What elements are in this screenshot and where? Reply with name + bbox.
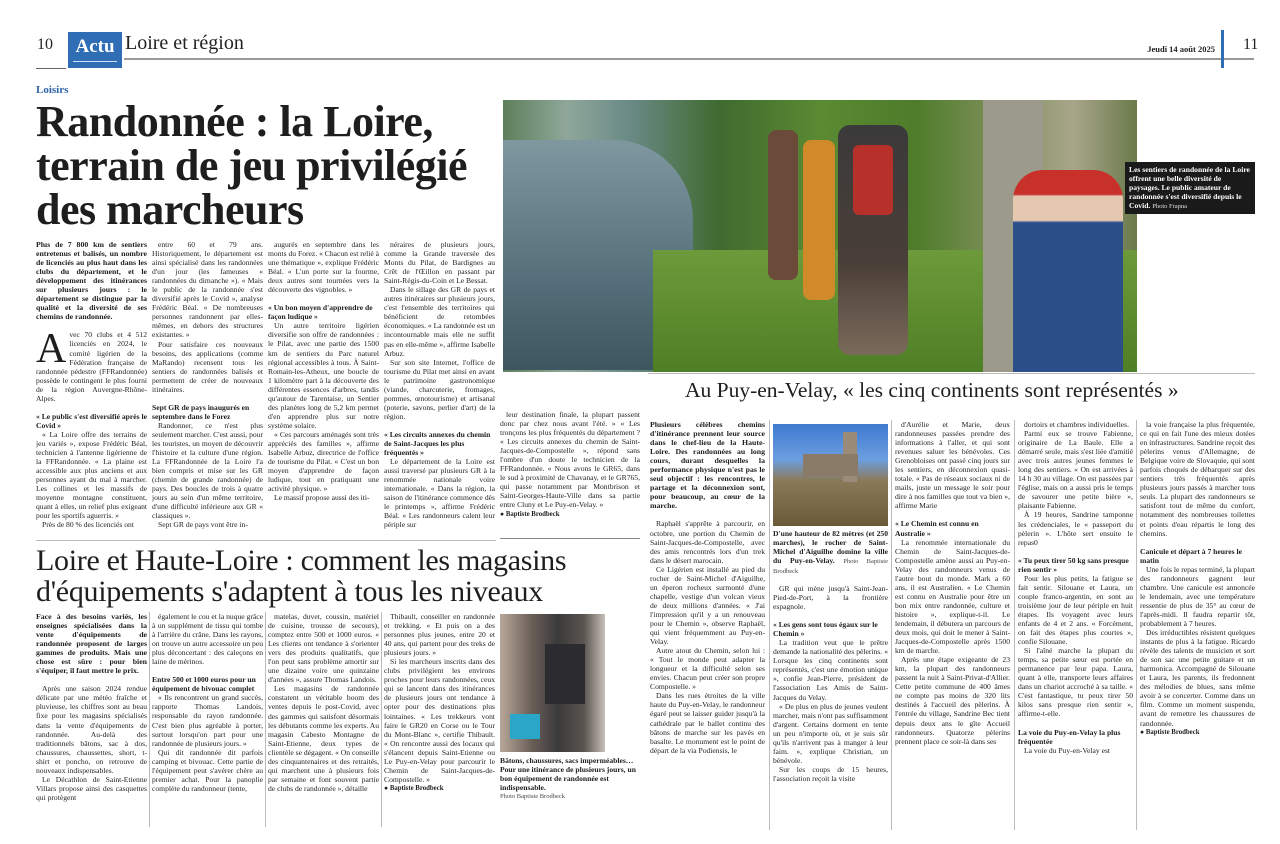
paragraph: Après une étape exigeante de 23 km, la plupart des randonneurs passent la nuit à Saint-Privat-d'Allier. Cette petite commune de 400 âmes ne compte pas moins de 320 lits destinés à l'accueil des pèlerins. À l'entrée du village, Sandrine Bec tient depuis deux ans le gîte Accueil randonneurs. Quatorze pèlerins prennent place ce soir-là dans ses xyxy=(895,655,1010,746)
article-headline: Au Puy-en-Velay, « les cinq continents sont représentés » xyxy=(685,378,1179,402)
backpacks xyxy=(545,644,585,704)
photo-credit: Photo Baptiste Brodbeck xyxy=(500,793,565,800)
byline: ● Baptiste Brodbeck xyxy=(1140,728,1255,737)
lead-paragraph: Plus de 7 800 km de sentiers entretenus et balisés, un nombre de licenciés au plus haut dans les clubs du département, et le développement des itinérances sur plusieurs jours : le département se distingue par la qualité et la diversité de ses chemins de randonnée. xyxy=(36,240,147,322)
paragraph: Sept GR de pays vont être in- xyxy=(158,520,248,530)
article-column xyxy=(384,612,495,834)
column-rule xyxy=(381,612,382,827)
article-column xyxy=(1018,420,1133,834)
hiker-red-cap xyxy=(1013,170,1123,372)
headline-line: des marcheurs xyxy=(36,185,304,234)
paragraph: la voie française la plus fréquentée, ce qui en fait l'une des mieux dotées en infrastructures. Sandrine reçoit des pèlerins venus d'Allemagne, de Belgique voire de Slovaquie, qui sont parfois choqués de débarquer sur des sentiers très fréquentés après plusieurs jours passés à marcher tous seuls. La plupart des randonneurs se satisfont tout de même du confort, notamment des nombreuses toilettes et points d'eau répartis le long des chemins. xyxy=(1140,420,1255,538)
divider xyxy=(648,373,1255,374)
paragraph: « La Loire offre des terrains de jeu variés », expose Frédéric Béal, technicien à l'antenne ligérienne de la FFRandonnée. « La plaine est accessible aux plus anciens et aux personnes ayant du mal à marcher. Les collines et les massifs de moyenne montagne constituent, quant à elles, un relief plus exigeant pour les sportifs aguerris. » xyxy=(36,429,147,521)
subheading: « Tu peux tirer 50 kg sans presque rien sentir » xyxy=(1018,555,1129,574)
equipment-photo xyxy=(500,614,605,752)
headline-line: Randonnée : la Loire, xyxy=(36,97,433,146)
article-column xyxy=(36,240,147,536)
paragraph: Après une saison 2024 rendue délicate par une météo fraîche et pluvieuse, les chiffres sont au beau fixe pour les magasins spécialisés dans la vente d'équipements de randonnée. Au-delà des traditionnels bâtons, sac à dos, chaussures, chaussettes, short, t-shirt et poncho, on retrouve de nouveaux indispensables. xyxy=(36,684,147,775)
caption-text: Bâtons, chaussures, sacs imperméables… Pour une itinérance de plusieurs jours, un bon équipement de randonnée est indispensable. xyxy=(500,756,636,792)
subheading: La voie du Puy-en-Velay la plus fréquentée xyxy=(1018,727,1121,746)
article-column xyxy=(268,240,379,536)
subheading: « Un bon moyen d'apprendre de façon ludique » xyxy=(268,303,373,322)
column-rule xyxy=(265,612,266,827)
paragraph: Dans le sillage des GR de pays et autres itinéraires sur plusieurs jours, c'est l'ensemble des territoires qui bénéficient de retombées économiques. « La randonnée est un incontournable mais elle ne suffit pas en elle-même », affirme Isabelle Arbuz. xyxy=(384,285,495,358)
column-rule xyxy=(149,612,150,827)
article-column xyxy=(268,612,379,834)
headline-line: Loire et Haute-Loire : comment les magasins xyxy=(36,544,567,577)
paragraph: À 19 heures, Sandrine tamponne les crédenciales, le « passeport du pèlerin ». L'hôte sert ensuite le repas0 xyxy=(1018,510,1133,547)
chapel xyxy=(803,454,858,476)
subheading: « Les gens sont tous égaux sur le Chemin » xyxy=(773,620,878,639)
column-rule xyxy=(891,420,892,830)
byline: ● Baptiste Brodbeck xyxy=(384,784,495,793)
paragraph: Près de 80 % des licenciés ont xyxy=(42,520,134,530)
paragraph: Dans les rues étroites de la ville haute du Puy-en-Velay, le randonneur égaré peut se laisser guider jusqu'à la cathédrale par le ballet continu des bâtons de marche sur les pavés en basalte. Le monument est le point de départ de la via Podiensis, le xyxy=(650,691,765,755)
paragraph: leur destination finale, la plupart passent donc par chez nous avant l'été. » « Les tronçons les plus fréquentés du département ? « Les circuits annexes du chemin de Saint-Jacques-de-Compostelle », répond sans l'ombre d'un doute le technicien de la FFRandonnée. « Nous avons le GR65, dans le sud à proximité de Chavanay, et le GR765, qui passe notamment par Montbrison et Saint-Georges-Haute-Ville dans sa partie entre Cluny et Le Puy-en-Velay. » xyxy=(500,410,640,510)
hiker xyxy=(803,140,835,300)
paragraph: Des irréductibles résistent quelques instants de plus à la fatigue. Ricardo révèle des talents de musicien et sort de son sac une petite guitare et un harmonica. Accompagné de Silouane et Laura, les parents, ils fredonnent des mélodies de blues, sans même avoir à se concerter. Comme dans un film. Comme un moment suspendu, avant de remettre les chaussures de randonnée. xyxy=(1140,628,1255,728)
caption-text: Les sentiers de randonnée de la Loire offrent une belle diversité de paysages. Le public amateur de randonnée s'est diversifié depuis le Covid. xyxy=(1129,165,1250,210)
subheading: « Le Chemin est connu en Australie » xyxy=(895,519,979,538)
paragraph: Si les marcheurs inscrits dans des clubs privilégient les environs proches pour leurs randonnées, ceux qui se lancent dans des itinérances de plusieurs jours ont tendance à opter pour des destinations plus lointaines. « Les trekkeurs vont faire le GR20 en Corse ou le Tour du Mont-Blanc », certifie Thibault. « On rencontre aussi des locaux qui s'élancent depuis Saint-Etienne ou Le Puy-en-Velay pour parcourir le Chemin de Saint-Jacques-de-Compostelle. » xyxy=(384,657,495,784)
paragraph: La voie du Puy-en-Velay est xyxy=(1024,745,1111,755)
headline-line: d'équipements s'adaptent à tous les niveaux xyxy=(36,575,543,608)
paragraph: « De plus en plus de jeunes veulent marcher, mais n'ont pas suffisamment d'argent. Certains dorment en tente un peu n'importe où, et je suis sûr qu'ils n'arrivent pas à manger à leur faim. », explique Christian, un bénévole. xyxy=(773,701,888,765)
paragraph: Les magasins de randonnée constatent un véritable boom des ventes depuis le post-Covid, avec des gammes qui satisfont désormais les débutants comme les experts. Au magasin Cabesto Montagne de Saint-Etienne, deux types de clientèle se dégagent. « On conseille des cinquantenaires et des retraités, qui marchent une à plusieurs fois par semaine et font souvent partie de clubs de randonnée », détaille xyxy=(268,684,379,793)
article-headline xyxy=(36,545,646,607)
paragraph: Une fois le repas terminé, la plupart des randonneurs gagnent leur chambre. Une canicule est annoncée le lendemain, avec une température ressentie de plus de 35° au cœur de l'après-midi. Il faudra repartir tôt, probablement à 7 heures. xyxy=(1140,564,1255,628)
subheading: « Le public s'est diversifié après le Covid » xyxy=(36,411,147,430)
photo-credit: Photo Frapna xyxy=(1152,203,1188,210)
header-rule-left xyxy=(36,68,66,69)
photo-caption xyxy=(773,529,888,576)
caption-text: D'une hauteur de 82 mètres (et 250 marches), le rocher de Saint-Michel d'Aiguilhe domine la ville du Puy-en-Velay. xyxy=(773,529,888,565)
page-number-right: 11 xyxy=(1243,36,1259,53)
photo-caption xyxy=(1125,162,1255,214)
paragraph: Parmi eux se trouve Fabienne, originaire de La Baule. Elle a démarré seule, mais s'est liée d'amitié avec trois autres jeunes femmes le long des sentiers. « On est arrivées à 14 h 30 au village. On est passées par l'église, mais on a aussi pris le temps de savourer une petite bière », plaisante Fabienne. xyxy=(1018,429,1133,511)
subheading: Canicule et départ à 7 heures le matin xyxy=(1140,546,1242,565)
paragraph: Thibault, conseiller en randonnée et trekking. « Et puis on a des personnes plus jeunes, entre 20 et 40 ans, qui partent pour des treks de plusieurs jours. » xyxy=(384,612,495,658)
lead-paragraph: Face à des besoins variés, les enseignes spécialisées dans la vente d'équipements de randonnée proposent de larges gammes de produits. Mais une chose est sûre : pour bien s'équiper, il faut mettre le prix. xyxy=(36,612,147,676)
column-rule xyxy=(1014,420,1015,830)
paragraph: Randonner, ce n'est plus seulement marcher. C'est aussi, pour les touristes, un moyen de découvrir l'histoire et la culture d'une région. La FFRandonnée de la Loire l'a bien compris et mise sur les GR (chemin de grande randonnée) de pays. Des boucles de trois à quatre jours au sein d'un même territoire, d'une difficulté inférieure aux GR « classiques ». xyxy=(152,420,263,521)
paragraph: dortoirs et chambres individuelles. xyxy=(1024,420,1130,429)
header-rule xyxy=(124,58,1221,60)
paragraph: d'Aurélie et Marie, deux randonneuses passées prendre des informations à l'aller, et qui sont revenues saluer les bénévoles. Ces Grenobloises ont passé cinq jours sur les sentiers, en déconnexion quasi-totale. « Pas de réseaux sociaux ni de mails, juste un message le soir pour dire à nos familles que tout va bien », affirme Marie xyxy=(895,420,1010,511)
article-column xyxy=(36,612,147,834)
header-rule-right xyxy=(1224,58,1254,60)
paragraph: Le massif propose aussi des iti- xyxy=(274,493,370,503)
paragraph: GR qui mène jusqu'à Saint-Jean-Pied-de-Port, à la frontière espagnole. xyxy=(773,584,888,612)
paragraph: Pour satisfaire ces nouveaux besoins, des applications (comme MaRando) recensent tous les sentiers de randonnées balisés et permettent de créer de nouveaux itinéraires. xyxy=(152,339,263,394)
blue-box xyxy=(510,714,540,739)
subheading: « Les circuits annexes du chemin de Saint-Jacques les plus fréquentés » xyxy=(384,429,491,458)
article-column xyxy=(500,410,640,536)
article-column xyxy=(152,240,263,536)
issue-date: Jeudi 14 août 2025 xyxy=(1147,44,1215,54)
hiker xyxy=(768,130,798,280)
paragraph: néraires de plusieurs jours, comme la Grande traversée des Monts du Pilat, de Bardignes au Crêt de l'Œillon en passant par Saint-Régis-du-Coin et Le Bessat. xyxy=(384,240,495,286)
paragraph: La tradition veut que le prêtre demande la nationalité des pèlerins. « Lorsque les cinq continents sont représentés, c'est une émotion unique », confie Jean-Pierre, président de l'association Les Amis de Saint-Jacques du Velay. xyxy=(773,638,888,702)
paragraph: entre 60 et 79 ans. Historiquement, le département est ainsi spécialisé dans les randonnées d'un jour (les fameuses « randonnées du dimanche »). « Mais le public de la randonnée s'est diversifié après le Covid », analyse Frédéric Béal. « De nombreuses personnes randonnent par elles-mêmes, en dehors des structures existantes. » xyxy=(152,240,263,340)
paragraph: Raphaël s'apprête à parcourir, en octobre, une portion du Chemin de Saint-Jacques-de-Compostelle, avec des amis rencontrés lors d'un trek dans le désert marocain. xyxy=(650,519,765,565)
paragraph: Autre atout du Chemin, selon lui : « Tout le monde peut adapter la longueur et la difficulté selon ses envies. Chacun peut créer son propre Compostelle. » xyxy=(650,646,765,692)
page-number-left: 10 xyxy=(37,36,53,53)
rubric-title: Loire et région xyxy=(125,32,244,54)
subheading: Sept GR de pays inaugurés en septembre dans le Forez xyxy=(152,402,250,421)
article-headline xyxy=(36,97,501,234)
article-column xyxy=(384,240,495,536)
column-rule xyxy=(1136,420,1137,830)
photo-credit: Photo Baptiste Brodbeck xyxy=(773,558,888,575)
paragraph: matelas, duvet, coussin, matériel de cuisine, trousse de secours), comptez entre 500 et 1000 euros. « Les clients ont tendance à s'orienter vers des produits qualitatifs, que l'on peut sans problème amortir sur une dizaine voire une quinzaine d'années », assure Thomas Landois. xyxy=(268,612,379,685)
article-column xyxy=(895,420,1010,834)
header-divider xyxy=(1221,30,1224,68)
headline-line: terrain de jeu privilégié xyxy=(36,141,468,190)
article-kicker: Loisirs xyxy=(36,84,69,96)
paragraph: Qui dit randonnée dit parfois camping et bivouac. Cette partie de l'équipement peut s'avérer chère au premier achat. Pour la panoplie complète du randonneur (tente, xyxy=(152,747,263,793)
paragraph: Pour les plus petits, la fatigue se fait sentir. Silouane et Laura, un couple franco-argentin, en sont au troisième jour de leur périple en huit étapes. Ils voyagent avec leurs enfants de 4 et 2 ans. « Forcément, on fait des étapes plus courtes », confie Silouane. xyxy=(1018,573,1133,647)
paragraph: Le Décathlon de Saint-Etienne Villars propose ainsi des casquettes qui protègent xyxy=(36,774,147,802)
subheading: Entre 500 et 1000 euros pour un équipement de bivouac complet xyxy=(152,675,256,694)
paragraph: Ce Ligérien est installé au pied du rocher de Saint-Michel d'Aiguilhe, un éperon rocheux surmonté d'une chapelle, vestige d'un volcan vieux de deux millions d'années. « J'ai l'impression qu'il y a un renouveau pour le Chemin », observe Raphaël, qui vient fréquemment au Puy-en-Velay. xyxy=(650,564,765,647)
section-tag: Actu xyxy=(68,32,122,68)
article-column xyxy=(650,420,765,834)
column-rule xyxy=(769,420,770,830)
paragraph: « Ces parcours aménagés sont très appréciés des familles », affirme Isabelle Arbuz, directrice de l'office de tourisme du Pilat. « C'est un bon moyen d'apprendre de façon ludique, tout en pratiquant une activité physique. » xyxy=(268,429,379,494)
lead-paragraph: Plusieurs célèbres chemins d'itinérance prennent leur source dans le chef-lieu de la Haute-Loire. Des randonnées au long cours, durant desquelles la performance physique n'est pas le seul objectif : les rencontres, le partage et la déconnexion sont, pour beaucoup, au cœur de la marche. xyxy=(650,420,765,511)
paragraph: Sur son site Internet, l'office de tourisme du Pilat met ainsi en avant le patrimoine gastronomique (viande, charcuterie, fromages, pommes, œnotourisme) et artisanal (poterie, savons, perlier d'art) de la région. xyxy=(384,357,495,421)
paragraph: également le cou et la nuque grâce à un supplément de tissu qui tombe à l'arrière du crâne. Dans les rayons, on trouve un autre accessoire un peu plus déconcertant : des caleçons en laine de mérinos. xyxy=(152,612,263,667)
rocher-photo xyxy=(773,424,888,526)
article-column xyxy=(773,420,888,834)
paragraph: Si l'aîné marche la plupart du temps, sa petite sœur est portée en permanence par leur papa. Laura, quant à elle, transporte leurs affaires dans un chariot accroché à sa taille. « C'est fantastique, tu peux tirer 50 kilos sans presque rien sentir », affirme-t-elle. xyxy=(1018,646,1133,719)
divider xyxy=(500,538,640,539)
hikers-photo xyxy=(503,100,1137,372)
divider xyxy=(36,540,496,541)
paragraph: Un autre territoire ligérien diversifie son offre de randonnées : le Pilat, avec une partie des 1500 km de sentiers du Parc naturel régional accessibles à tous. À Saint-Romain-les-Atheux, une boucle de 1 kilomètre part à la découverte des différentes essences d'arbres, tandis qu'autour de Tarentaise, un Sentier des planètes long de 5,2 km permet d'en apprendre plus sur notre système solaire. xyxy=(268,321,379,430)
paragraph: Le département de la Loire est aussi traversé par plusieurs GR à la renommée nationale voire internationale. « Dans la région, la saison de l'itinérance commence dès le printemps », affirme Frédéric Béal. « Les randonneurs calent leur périple sur xyxy=(384,457,495,530)
backpack xyxy=(853,145,893,215)
paragraph: « Ils rencontrent un grand succès, rapporte Thomas Landois, responsable du rayon randonnée. C'est bien plus agréable à porter, surtout lorsqu'on part pour une randonnée de plusieurs jours. » xyxy=(152,693,263,748)
article-column xyxy=(152,612,263,834)
paragraph: La renommée internationale du Chemin de Saint-Jacques-de-Compostelle amène aussi au Puy-en-Velay des randonneurs venus de l'autre bout du monde. Mark a 60 ans, il est Australien. « Le Chemin est connu en Australie pour être un bon mix entre randonnée, culture et histoire », explique-t-il. Le lendemain, il débutera un parcours de deux mois, qui doit le mener à Saint-Jacques-de-Compostelle après 1500 km de marche. xyxy=(895,537,1010,656)
photo-caption xyxy=(500,756,640,801)
paragraph: Sur les coups de 15 heures, l'association reçoit la visite xyxy=(773,764,888,783)
paragraph: augurés en septembre dans les monts du Forez. « Chacun est relié à une thématique », explique Frédéric Béal. « L'un porte sur la fourme, deux autres sont tournées vers la découverte des vignobles. » xyxy=(268,240,379,295)
article-column xyxy=(1140,420,1255,834)
byline: ● Baptiste Brodbeck xyxy=(500,510,640,519)
paragraph: Avec 70 clubs et 4 512 licenciés en 2024, le comité ligérien de la Fédération française de randonnée pédestre (FFRandonnée) possède le contingent le plus fourni de la région Auvergne-Rhône-Alpes. xyxy=(36,326,147,403)
